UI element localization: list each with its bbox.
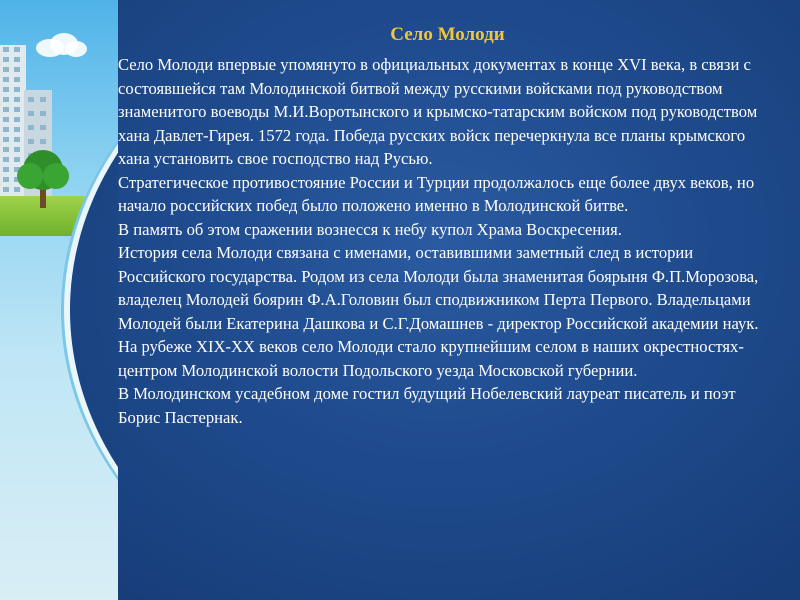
tree-icon [8,140,78,210]
paragraph-pasternak: В Молодинском усадебном доме гостил будущий Нобелевский лауреат писатель и поэт Борис Пастернак. [118,384,736,427]
paragraph-history: История села Молоди связана с именами, оставившими заметный след в истории Российского государства. Родом из села Молоди была знаменитая боярыня Ф.П.Морозова, владелец Молодей боярин Ф.А.Головин был сподвижником Перта Первого. Владельцами Молодей были Екатерина Дашкова и С.Г.Домашнев - директор Российской академии наук. [118,243,759,333]
paragraph-volost: На рубеже XIX-XX веков село Молоди стало крупнейшим селом в наших окрестностях- центром Молодинской волости Подольского уезда Московской губернии. [118,337,744,380]
slide-body [118,53,768,429]
decorative-strip [0,0,118,600]
paragraph-confrontation: Стратегическое противостояние России и Турции продолжалось еще более двух веков, но начало российских побед было положено именно в Молодинской битве. [118,172,755,215]
paragraph-battle: Село Молоди впервые упомянуто в официальных документах в конце XVI века, в связи с состоявшейся там Молодинской битвой между русскими войсками под руководством знаменитого воеводы М.И.Воротынского и крымско-татарским войском под руководством хана Давлет-Гирея. 1572 года. Победа русских войск перечеркнула все планы крымского хана установить свое господство над Русью. [118,55,758,168]
paragraph-church: В память об этом сражении вознесся к небу купол Храма Воскресения. [118,219,622,239]
slide-title: Село Молоди [390,24,505,45]
